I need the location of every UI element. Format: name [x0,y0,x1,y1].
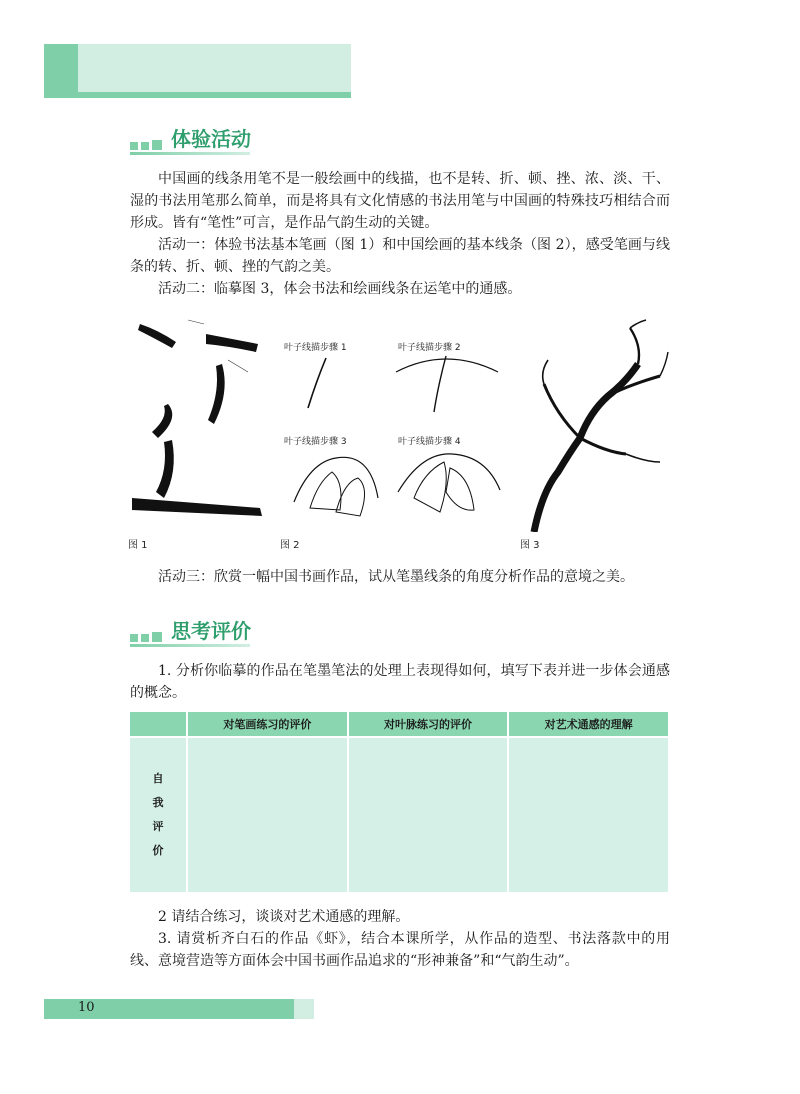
heading-square-icon [152,632,162,642]
figure-2-caption: 图 2 [280,540,300,551]
question-two-text: 2 请结合练习，谈谈对艺术通感的理解。 [158,909,410,925]
activity-one-text: 活动一：体验书法基本笔画（图 1）和中国绘画的基本线条（图 2），感受笔画与线条的转、折、顿、挫的气韵之美。 [130,237,670,275]
stroke-practice-evaluation-cell[interactable] [187,737,348,893]
row-label-char: 自 [152,772,164,785]
header-band-accent [44,44,78,98]
section-heading-evaluation [130,620,251,642]
heading-square-icon [141,142,149,150]
heading-square-icon [141,634,149,642]
question-three-text: 3. 请赏析齐白石的作品《虾》，结合本课所学，从作品的造型、书法落款中的用线、意境营造等方面体会中国书画作品追求的“形神兼备”和“气韵生动”。 [130,931,670,969]
header-band-line [44,92,351,98]
section-underline [130,152,250,155]
self-evaluation-table [128,710,670,894]
figure-1-caption: 图 1 [128,540,148,551]
activity-three-text: 活动三：欣赏一幅中国书画作品，试从笔墨线条的角度分析作品的意境之美。 [158,569,634,585]
table-header-empty [129,711,187,737]
table-header: 对叶脉练习的评价 [348,711,509,737]
step-label: 叶子线描步骤 1 [284,343,347,353]
row-label-char: 价 [152,844,164,857]
step-label: 叶子线描步骤 4 [398,437,461,447]
heading-square-icon [130,142,138,150]
page-number: 10 [78,1000,95,1015]
step-label: 叶子线描步骤 3 [284,437,347,447]
section-title: 思考评价 [171,619,251,643]
section-heading-activity [130,128,251,150]
section-underline [130,644,250,647]
heading-square-icon [152,140,162,150]
heading-square-icon [130,634,138,642]
question-one-text: 1. 分析你临摹的作品在笔墨笔法的处理上表现得如何，填写下表并进一步体会通感的概念。 [130,663,670,701]
table-header: 对艺术通感的理解 [508,711,669,737]
row-label-char: 我 [152,796,164,809]
intro-paragraph: 中国画的线条用笔不是一般绘画中的线描，也不是转、折、顿、挫、浓、淡、干、湿的书法用笔那么简单，而是将具有文化情感的书法用笔与中国画的特殊技巧相结合而形成。皆有“笔性”可言，是作品气韵生动的关键。 [130,171,670,231]
step-label: 叶子线描步骤 2 [398,343,461,353]
vein-practice-evaluation-cell[interactable] [348,737,509,893]
header-band [44,44,351,98]
activity-two-text: 活动二：临摹图 3，体会书法和绘画线条在运笔中的通感。 [158,281,522,297]
figure-1-calligraphy-strokes [128,312,268,532]
row-label-char: 评 [152,820,164,833]
figure-group [128,312,672,551]
synesthesia-understanding-cell[interactable] [508,737,669,893]
figure-3-caption: 图 3 [520,540,540,551]
row-label-self-evaluation [129,737,187,893]
table-header: 对笔画练习的评价 [187,711,348,737]
figure-3-branch [530,312,670,532]
section-title: 体验活动 [171,127,251,151]
